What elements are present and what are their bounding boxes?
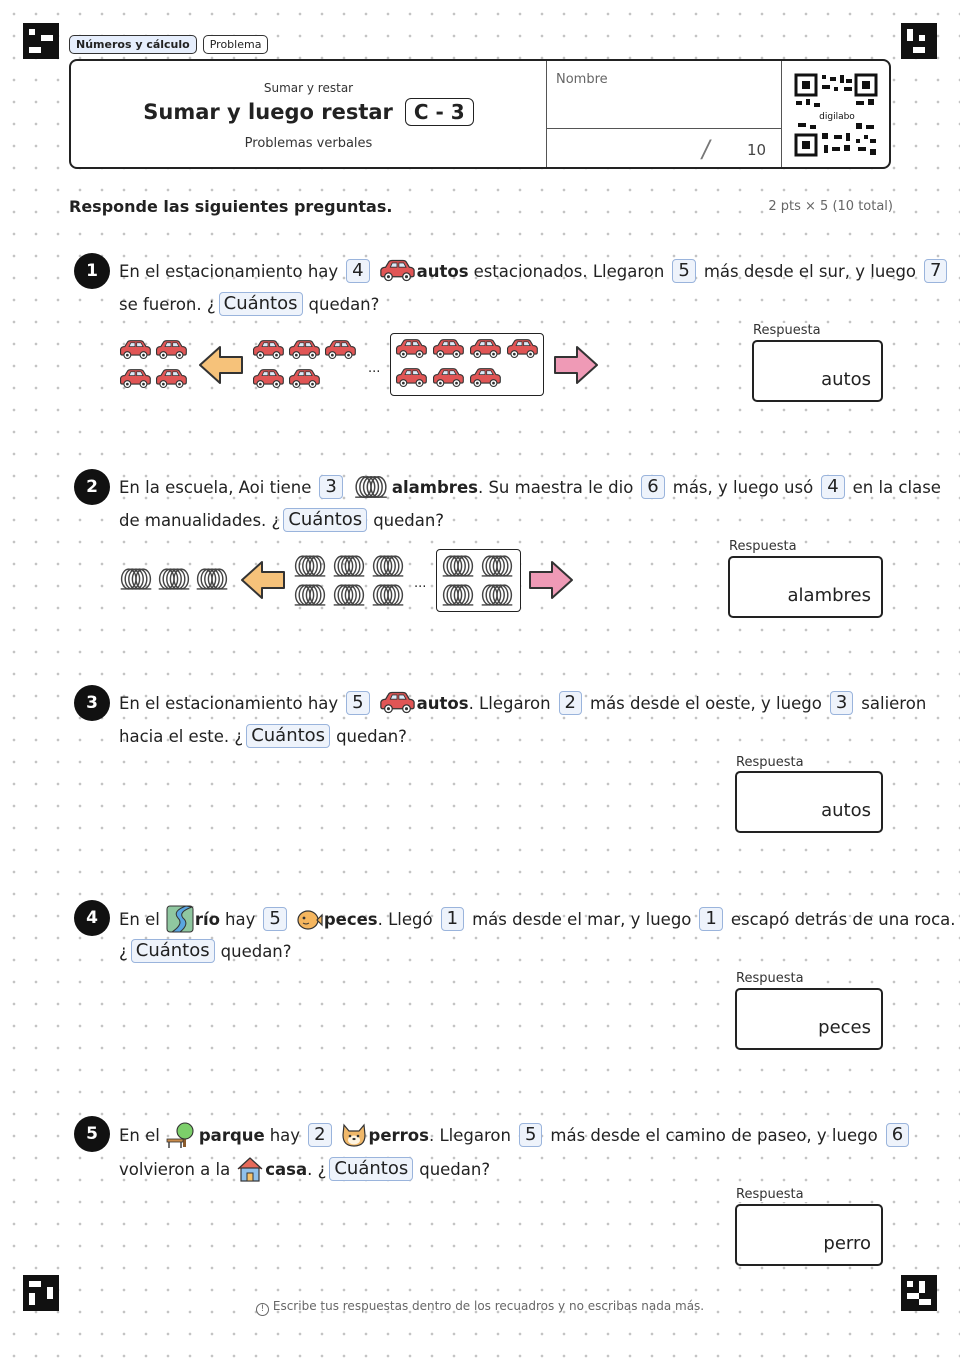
answer-label: Respuesta (736, 1187, 808, 1202)
keyword: autos (416, 693, 469, 713)
how-many-box: Cuántos (246, 724, 330, 748)
number-box: 5 (519, 1123, 542, 1147)
number-box: 1 (699, 907, 722, 931)
keyword: autos (416, 261, 469, 281)
worksheet-code: C - 3 (405, 98, 474, 126)
question-text-line-2: volvieron a la casa . ¿ Cuántos quedan? (119, 1155, 490, 1183)
arrow-left-icon (240, 560, 286, 600)
number-box: 6 (641, 475, 664, 499)
question-number: 2 (74, 469, 110, 505)
info-icon: ! (256, 1303, 269, 1316)
footer-note (0, 1299, 960, 1316)
river-icon (166, 905, 194, 933)
keyword: río (194, 909, 221, 929)
footer-text: Escribe tus respuestas dentro de los recuadros y no escribas nada más. (272, 1299, 705, 1313)
number-box: 5 (346, 691, 369, 715)
qr-caption: digilabo (819, 112, 855, 122)
answer-label: Respuesta (736, 755, 808, 770)
number-box: 2 (308, 1123, 331, 1147)
car-group-middle (251, 338, 361, 394)
points-info: 2 pts × 5 (10 total) (768, 199, 893, 214)
arrow-right-icon (553, 345, 599, 385)
number-box: 4 (821, 475, 844, 499)
question-text-line-2: ¿ Cuántos quedan? (119, 940, 292, 961)
answer-unit: perro (823, 1233, 871, 1254)
question-number: 4 (74, 900, 110, 936)
name-label: Nombre (556, 72, 608, 87)
wire-group-left (118, 566, 232, 596)
how-many-box: Cuántos (219, 292, 303, 316)
how-many-box: Cuántos (131, 939, 215, 963)
question-number: 1 (74, 253, 110, 289)
answer-label: Respuesta (736, 971, 808, 986)
divider (547, 128, 781, 129)
question-text-line-2: se fueron. ¿ Cuántos quedan? (119, 293, 380, 314)
ellipsis: ... (368, 361, 381, 376)
illustration-wires (118, 548, 583, 614)
number-box: 1 (441, 907, 464, 931)
question-number: 3 (74, 685, 110, 721)
car-group-left (118, 338, 190, 394)
keyword: casa (265, 1159, 308, 1179)
question-text-line-1: En el parque hay 2 perros . Llegaron 5 más desde el camino de paseo, y luego 6 (119, 1121, 917, 1149)
name-score-block (546, 61, 782, 167)
dog-icon (340, 1121, 368, 1149)
category-tag: Números y cálculo (69, 35, 197, 54)
answer-label: Respuesta (753, 323, 825, 338)
number-box: 4 (346, 259, 369, 283)
number-box: 7 (924, 259, 947, 283)
house-icon (236, 1155, 264, 1183)
answer-box[interactable] (735, 1204, 883, 1266)
number-box: 2 (559, 691, 582, 715)
fish-icon (295, 906, 323, 932)
keyword: parque (198, 1125, 265, 1145)
car-icon (378, 258, 416, 284)
tag-bar (69, 35, 268, 54)
answer-label: Respuesta (729, 539, 801, 554)
title-block (71, 61, 546, 167)
question-text-line-1: En el estacionamiento hay 4 autos estacionados. Llegaron 5 más desde el sur, y luego 7 (119, 258, 955, 284)
question-text-line-1: En el río hay 5 peces . Llegó 1 más desde el mar, y luego 1 escapó detrás de una roca. (119, 905, 956, 933)
score-slash: / (699, 135, 713, 163)
arrow-right-icon (528, 560, 574, 600)
car-group-boxed (390, 333, 544, 396)
worksheet-header (69, 59, 891, 169)
number-box: 3 (830, 691, 853, 715)
answer-box[interactable] (752, 340, 883, 402)
answer-unit: autos (821, 369, 871, 390)
car-icon (378, 690, 416, 716)
question-text-line-2: hacia el este. ¿ Cuántos quedan? (119, 725, 407, 746)
keyword: peces (323, 909, 378, 929)
wire-coil-icon (351, 474, 391, 500)
question-text-line-2: de manualidades. ¿ Cuántos quedan? (119, 509, 445, 530)
answer-box[interactable] (728, 556, 883, 618)
number-box: 5 (672, 259, 695, 283)
answer-box[interactable] (735, 988, 883, 1050)
how-many-box: Cuántos (283, 508, 367, 532)
answer-box[interactable] (735, 771, 883, 833)
keyword: alambres (391, 477, 478, 497)
worksheet-subtitle: Sumar y restar (263, 81, 354, 95)
question-number: 5 (74, 1116, 110, 1152)
worksheet-category: Problemas verbales (244, 136, 373, 151)
score-total: 10 (747, 141, 767, 159)
keyword: perros (368, 1125, 429, 1145)
arrow-left-icon (198, 345, 244, 385)
answer-unit: peces (818, 1017, 871, 1038)
worksheet-title: Sumar y luego restar (143, 100, 393, 124)
wire-group-middle (292, 553, 408, 609)
how-many-box: Cuántos (329, 1157, 413, 1181)
instructions: Responde las siguientes preguntas. (69, 197, 393, 216)
qr-code-icon (794, 73, 878, 157)
type-tag: Problema (203, 35, 269, 54)
answer-unit: alambres (787, 585, 871, 606)
number-box: 5 (263, 907, 286, 931)
question-text-line-1: En el estacionamiento hay 5 autos . Llegaron 2 más desde el oeste, y luego 3 salieron (119, 690, 926, 716)
corner-marker-top-right (901, 23, 937, 59)
answer-unit: autos (821, 800, 871, 821)
worksheet-title-row (71, 98, 546, 126)
illustration-cars (118, 333, 603, 398)
ellipsis: ... (414, 576, 427, 591)
corner-marker-top-left (23, 23, 59, 59)
question-text-line-1: En la escuela, Aoi tiene 3 alambres . Su maestra le dio 6 más, y luego usó 4 en la clase (119, 474, 941, 500)
number-box: 6 (886, 1123, 909, 1147)
number-box: 3 (319, 475, 342, 499)
park-icon (166, 1121, 198, 1149)
wire-group-boxed (436, 549, 521, 612)
